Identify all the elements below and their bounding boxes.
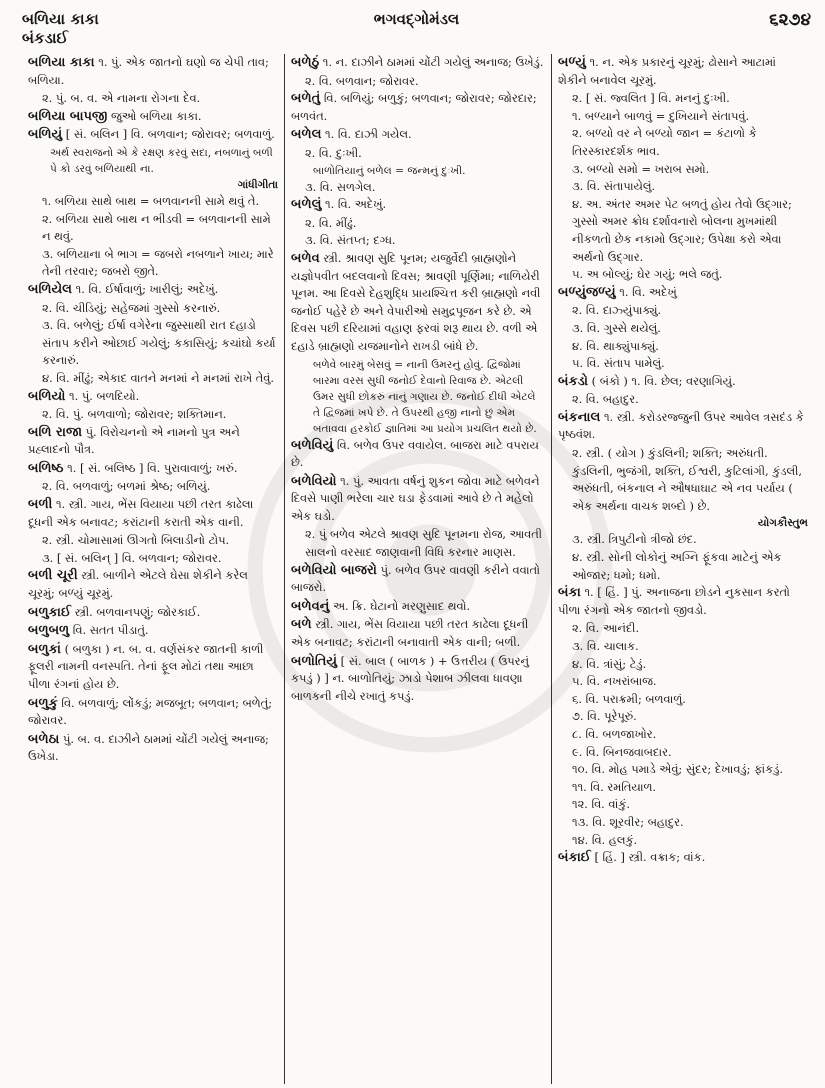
entry-sense: ૧૧. વિ. રમતિયાળ. [572,779,656,794]
dictionary-entry [28,641,278,694]
dictionary-entry [291,126,545,144]
dictionary-entry [558,373,808,391]
entry-sense: ૨. સ્ત્રી. ચોમાસામાં ઊગતો બિલાડીનો ટોપ. [42,533,230,548]
dictionary-entry [558,409,808,444]
entry-sense: ૨. પું બળેવ એટલે શ્રાવણ સુદિ પૂનમના રોજ, આવતી સાલનો વરસાદ જાણવાની વિધિ કરનાર માણસ. [305,527,543,560]
entry-definition: ૧. પું. બળદિયો. [69,388,140,403]
headword: બળુકાં [28,641,61,657]
entry-sense: ૫. અ બોલ્યું; ઘેર ગયું; ભલે જતું. [572,267,723,282]
entry-sense: ૨. વિ. બહાદુર. [572,392,639,407]
entry-definition: [ હિં. ] સ્ત્રી. વક્રાક; વાંક. [594,850,706,865]
entry-sense: ૨. બળ્યો વર ને બળ્યો જાન = કંટાળો કે તિરસ્કારદર્શક ભાવ. [572,126,757,158]
dictionary-entry [291,653,545,706]
column-2 [284,54,552,1084]
dictionary-entry [291,54,545,72]
headword: બળિયેલ [28,281,72,297]
page-title: ભગવદ્ગોમંડલ [373,10,460,28]
dictionary-entry [28,604,278,622]
headword: બળેવિયો બાજરો [291,562,377,578]
entry-definition: વિ. બળવાળું; લોંકડું; મજબૂત; બળવાન; બળેતું; જોરાવર. [28,695,273,728]
entry-sense: ૪. સ્ત્રી. સોની લોકોનું અગ્નિ ફૂંકવા માટેનું એક ઓજાર; ધમો; ધમો. [572,550,782,582]
dictionary-entry [28,424,278,459]
headword: બળુકું [28,695,58,711]
dictionary-entry [291,437,545,472]
entry-definition: વિ. સતત પીડાતું. [72,623,149,638]
entry-definition: ૧. પું. એક જાતનો ઘણો જ ચેપી તાવ; બળિયા. [28,55,269,87]
dictionary-entry [291,250,545,356]
entry-definition: ૧. સ્ત્રી. કરોડરજ્જુની ઉપર આવેલ ત્રસદંડ કે પૃષ્ઠવંશ. [558,409,804,442]
dictionary-entry [28,54,278,89]
headword: બળુબળુ [28,623,70,639]
entry-definition: ૧. વિ. અદેખું [619,284,677,299]
dictionary-entry [28,281,278,299]
headword: બળિષ્ઠ [28,460,64,476]
column-3 [552,54,814,1084]
entry-definition: ૧. ન. એક પ્રકારનું ચૂરમું; ઢોસાને આટામાં શેકીને બનાવેલ ચૂરમું. [558,55,776,87]
headword: બળે [291,617,312,633]
entry-sense: ૬. વિ. પરાક્રમી; બળવાળું. [572,691,686,706]
headword: બળેવિયો [291,473,337,489]
entry-definition: પું. બળેવ ઉપર વાવણી કરીને વવાતો બાજરો. [291,562,540,595]
headword: બળેવનું [291,598,330,614]
entry-sense: ૧૪. વિ. હલકું. [572,832,638,847]
headword: બંકડો [558,373,589,389]
entry-definition: [ સં. બલિન ] વિ. બળવાન; જોરાવર; બળવાળું. [65,127,275,142]
guide-word-top: બળિયા કાકા [22,10,99,28]
entry-sense: ૨. વિ. ચીડિયું; સહેજમાં ગુસ્સો કરનારું. [42,300,221,315]
dictionary-entry [291,90,545,125]
entry-sense: ૪. વિ. મીંઢું; એકાદ વાતને મનમાં ને મનમાં રાખે તેવું. [42,370,275,385]
entry-definition: સ્ત્રી. શ્રાવણ સુદિ પૂનમ; યજુર્વેદી બ્રાહ્મણોને યજ્ઞોપવીત બદલવાનો દિવસ; શ્રાવણી પૂર્ણિમા; નાળિયેરી પૂનમ. આ દિવસે દેહશુદ્ધિ પ્રાયશ્ચિત્ત કરી બ્રાહ્મણો નવી જનોઈ પહેરે છે અને વેપારીઓ સમુદ્રપૂજન કરે છે. એ દિવસ પછી દરિયામાં વહાણ ફરવાં શરૂ થાય છે. વળી એ દહાડે બ્રાહ્મણો યજમાનોને રાખડી બાંધે છે. [291,250,541,353]
column-1 [22,54,284,1084]
entry-definition: ૧. [ સં. બલિષ્ઠ ] વિ. પુરાવાવાળું; ખરું. [67,460,238,475]
entry-definition: ( બળુકા ) ન. બ. વ. વર્ણસંકર જાતની કાળી ફૂલરી નામની વનસ્પતિ. તેનાં ફૂલ મોટાં તથા આછા પીળા રંગનાં હોય છે. [28,641,264,691]
dictionary-entry [28,496,278,531]
headword: બળેઠા [28,731,60,747]
headword: બળી ચૂરી [28,568,78,584]
entry-definition: સ્ત્રી. બળવાનપણું; જોરકાઈ. [74,604,201,619]
entry-definition: ૧. ન. દાઝીને ઠામમાં ચોંટી ગયેલું અનાજ; ઉખેડું. [322,55,544,69]
entry-sense: ૪. વિ. થાક્યુંપાક્યું. [572,338,659,353]
entry-sense: ૯. વિ. બિનજવાબદાર. [572,744,672,759]
dictionary-entry [28,460,278,478]
guide-word-bottom: બંકડાઈ [22,29,69,47]
entry-sense: ૨. વિ. મીંઢું. [305,215,357,230]
entry-sense: ૮. વિ. બળજાખોર. [572,726,657,741]
entry-definition: ( બંકો ) ૧. વિ. છેલ; વરણાગિયું. [591,373,736,388]
dictionary-entry [291,473,545,526]
headword: બળેલ [291,127,322,143]
entry-sense: ૧૩. વિ. શૂરવીર; બહાદુર. [572,814,684,829]
headword: બળેવિયું [291,437,334,453]
entry-definition: સ્ત્રી. બાળીને એટલે ઘેસા શેકીને કરેલ ચૂરમું; બળ્યું ચૂરમું. [28,568,248,601]
entry-definition: ૧. વિ. દાઝી ગયેલ. [325,127,412,142]
entry-sense: ૩. વિ. ગુસ્સે થયેલું. [572,320,661,335]
entry-sense: ૪. અ. અંતર અમર પેટ બળતું હોય તેવો ઉદ્ગાર; ગુસ્સો અમર ક્રોધ દર્શાવનારો બોલના મુખમાંથી નીકળતો છેક નકામો ઉદ્ગાર; ઉપેક્ષા કરો એવા અર્થનો ઉદ્ગાર. [572,196,792,264]
entry-definition: [ સં. બાલ ( બાળક ) + ઉત્તરીય ( ઉપરનું કપડું ) ] ન. બાળોતિયું; ઝાડો પેશાબ ઝીલવા ધાવણા બાળકની નીચે રખાતું કપડું. [291,653,530,703]
entry-sense: ૩. વિ. સંતપ્ત; દગ્ધ. [305,233,396,248]
dictionary-entry [28,695,278,730]
page-number: ૬૨૭૪ [769,10,811,30]
dictionary-entry [558,54,808,89]
entry-definition: પું. વિરોચનનો એ નામનો પુત્ર અને પ્રહ્લાદનો પૌત્ર. [28,424,240,457]
entry-sense: ૨. પું. બ. વ. એ નામના રોગના દેવ. [42,91,201,106]
entry-sense: ૩. બળ્યો સમો = ખરાબ સમો. [572,161,710,176]
headword: બળિયો [28,388,66,404]
entry-definition: ૧. વિ. અદેખું. [325,197,387,212]
headword: બળોતિયું [291,653,338,669]
headword: બંકાઈ [558,850,591,866]
headword: બળ્યુંજળ્યું [558,284,616,300]
headword: બળિયા કાકા [28,55,95,70]
entry-sense: ૭. વિ. પૂરેપૂરું. [572,709,637,724]
headword: બળેલું [291,197,322,213]
entry-sense: ૫. વિ. સંતાપ પામેલું. [572,356,665,371]
entry-definition: સ્ત્રી. ગાય, ભેંસ વિયાયા પછી તરત કાઢેલા દૂધની એક બનાવટ; કરાંટાની બનાવાતી એક વાની; બળી. [291,617,529,650]
headword: બંકા [558,585,581,601]
entry-sense: ૨. બળિયા સાથે બાથ ન ભીડવી = બળવાનની સામે ન થવું. [42,211,271,244]
dictionary-entry [558,284,808,302]
headword: બળિયા બાપજી [28,108,108,124]
entry-definition: ૧. વિ. ઈર્ષાવાળું; ખારીલું; અદેખું. [75,281,219,296]
headword: બળિયું [28,127,63,143]
dictionary-entry [291,562,545,597]
entry-definition: ૧. સ્ત્રી. ગાય, ભેંસ વિયાયા પછી તરત કાઢેલા દૂધની એક બનાવટ; કરાંટાની કરાતી એક વાની. [28,497,254,529]
entry-sense: ૨. વિ. બળવાળું; બળમાં શ્રેષ્ઠ; બળિયું. [42,479,211,494]
entry-sense: ૨. વિ. પું. બળવાળો; જોરાવર; શક્તિમાન. [42,407,227,422]
entry-definition: જુઓ બળિયા કાકા. [110,108,202,123]
entry-sense: ૧૨. વિ. વાંકું. [572,797,630,812]
headword: બળેઠું [291,55,320,70]
entry-sense: ૧૦. વિ. મોહ પમાડે એવું; સુંદર; દેખાવડું; ફાંકડું. [572,762,783,777]
headword: બળુકાઈ [28,604,71,620]
headword: બળિ રાજા [28,424,83,440]
dictionary-entry [28,388,278,406]
entry-sense: ૨. વિ. બળવાન; જોરાવર. [305,73,419,88]
entry-sense: ૨. સ્ત્રી. ( યોગ ) કુંડલિની; શક્તિ; અરુંધતી. કુંડલિની, ભુજંગી, શક્તિ, ઈશ્વરી, કુટિલાંગી, કુંડલી, અરુંધતી, બંકનાલ ને ઔષધાઘાટ એ નવ પર્યાય ( એક અર્થના વાચક શબ્દો ) છે. [572,446,803,513]
entry-sense: ૩. બળિયાના બે ભાગ = જબરો નબળાને ખાય; મારે તેની તરવાર; જબરો જીતે. [42,246,274,279]
entry-sense: ૩. [ સં. બલિન્ ] વિ. બળવાન; જોરાવર. [42,550,222,565]
entry-sense: ૧. બળ્યાને બાળવું = દુખિયાને સંતાપવું. [572,108,750,123]
dictionary-entry [28,731,278,766]
dictionary-entry [558,849,808,867]
entry-sense: ૫. વિ. નખરાંબાજ. [572,674,657,689]
entry-sense: ૩. વિ. સંતાપાયેલું. [572,179,656,194]
entry-sense: ૧. બળિયા સાથે બાથ = બળવાનની સામે થવું તે. [42,193,260,208]
entry-sense: ૩. સ્ત્રી. ત્રિપુટીનો ત્રીજો છંદ. [572,532,697,547]
quotation-source: ગાંધીગીતા [237,178,278,191]
entry-sense: ૩. વિ. બળેલું; ઈર્ષા વગેરેના જુસ્સાથી રાત દહાડો સંતાપ કરીને ઓછાઈ ગયેલું; કકાસિયું; કચાંઘો કર્યા કરનારું. [42,318,276,368]
entry-quotation: બળેવે બારમું બેસવું = નાની ઉમરનું હોવું. દ્વિજોમાં બારમા વરસ સુધી જનોઈ દેવાનો રિવાજ છે. એટલી ઉમર સુધી છોકરું નાનું ગણાય છે. જનોઈ દીધી એટલે તે દ્વિજમાં ખપે છે. તે ઉપરથી હજી નાનો છું એમ બતાવવા હરકોઈ જ્ઞાતિમાં આ પ્રયોગ પ્રચલિત થયો છે. [313,358,537,435]
quotation-source: યોગકૌસ્તુભ [757,517,808,530]
dictionary-entry [291,196,545,214]
entry-definition: વિ. બળેવ ઉપર વવાયેલ. બાજરા માટે વપરાય છે. [291,437,539,470]
dictionary-entry [28,108,278,126]
entry-sense: ૨. વિ. આનંદી. [572,621,640,636]
entry-definition: વિ. બળિયું; બળુકું; બળવાન; જોરાવર; જોરદાર; બળવંત. [291,91,537,123]
dictionary-entry [28,567,278,602]
headword: બંકનાલ [558,409,601,425]
entry-sense: ૩. વિ. સળગેલ. [305,179,376,194]
entry-sense: ૩. વિ. ચાલાક. [572,639,639,653]
dictionary-entry [28,622,278,640]
entry-definition: અ. ક્રિ. ઘેટાનો મરણુસાદ થવો. [333,598,471,613]
entry-sense: ૨. વિ. દુઃખી. [305,145,362,160]
dictionary-entry [291,616,545,651]
entry-quotation: અર્થ સ્વરાજનો એ કે રક્ષણ કરવું સદા, નબળાનું બળી પે કો ડરવું બળિયાથી ના. [50,146,273,175]
dictionary-entry [291,598,545,616]
entry-definition: ૧. પું. આવતા વર્ષનું શુકન જોવા માટે બળેવને દિવસે પાણી ભરેલા ચાર ઘડા ફેડવામાં આવે છે તે મહેલો એક ઘડો. [291,473,540,523]
entry-quotation: બાળોતિયાનું બળેલ = જન્મનું દુઃખી. [313,164,466,177]
dictionary-entry [558,584,808,619]
entry-sense: ૨. [ સં. જ્વલિત ] વિ. મનનું દુઃખી. [572,91,730,106]
entry-sense: ૨. વિ. દાઝ્યુંપાક્યું. [572,303,662,318]
entry-sense: ૪. વિ. ત્રાંસું; ટેડું. [572,656,647,671]
headword: બળેતું [291,91,321,107]
entry-definition: ૧. [ હિં. ] પું. અનાજના છોડને નુકસાન કરતો પીળા રંગનો એક જાતનો જીવડો. [558,585,790,617]
headword: બળી [28,497,53,513]
headword: બળ્યું [558,55,586,70]
entry-definition: પું. બ. વ. દાઝીને ઠામમાં ચોંટી ગયેલું અનાજ; ઉખેડા. [28,731,269,764]
headword: બળેવ [291,250,320,266]
page-header [22,6,811,52]
dictionary-entry [28,126,278,144]
dictionary-columns [22,54,814,1084]
